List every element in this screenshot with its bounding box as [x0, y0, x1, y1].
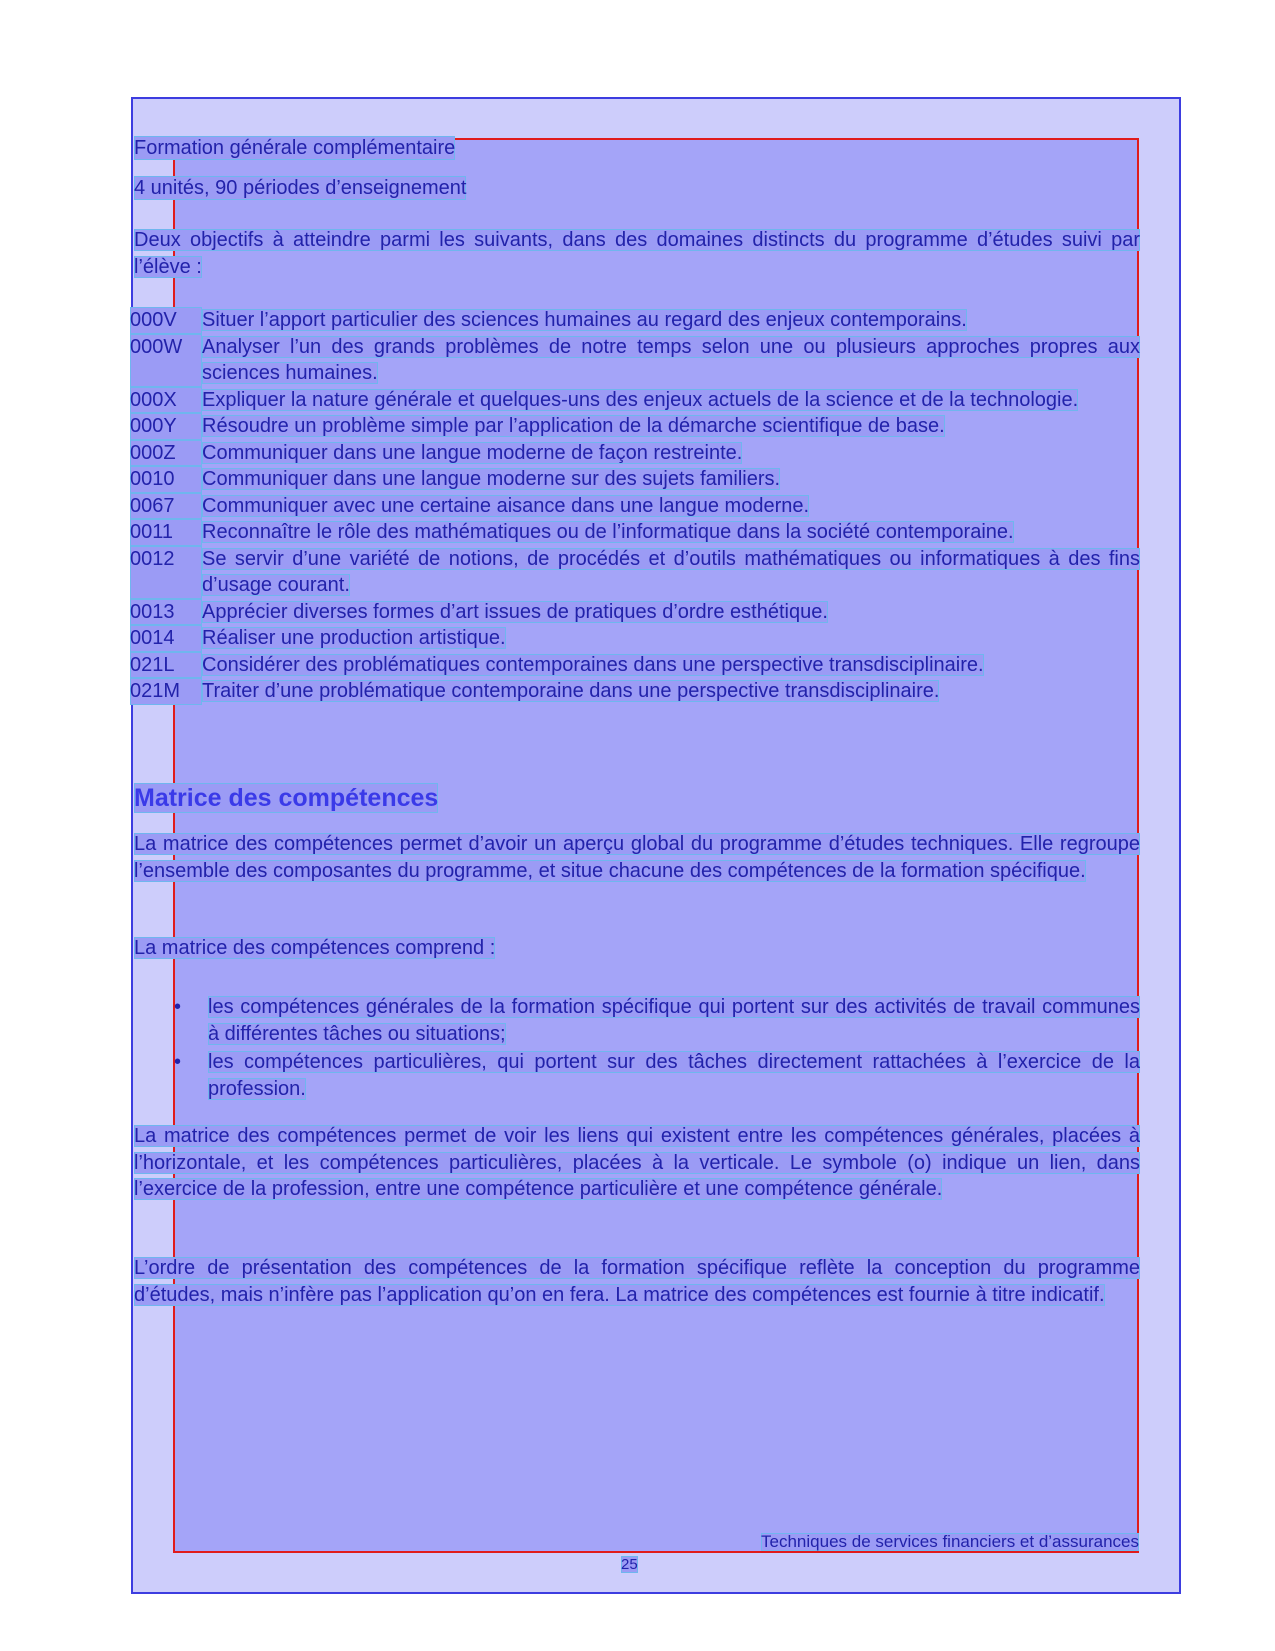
objective-item: [130, 519, 1140, 546]
objective-item: [130, 466, 1140, 493]
objective-text: Résoudre un problème simple par l’application de la démarche scientifique de base.: [202, 415, 945, 437]
bullet-symbol: •: [174, 1051, 182, 1073]
intro-text: Deux objectifs à atteindre parmi les suivants, dans des domaines distincts du programme d’études suivi par l’élève :: [134, 229, 1140, 278]
objective-item: [130, 493, 1140, 520]
objective-item: [130, 387, 1140, 414]
objective-text: Communiquer avec une certaine aisance dans une langue moderne.: [202, 494, 810, 517]
objective-item: [130, 307, 1140, 334]
objective-text: Communiquer dans une langue moderne de façon restreinte.: [202, 441, 743, 464]
matrice-paragraph-2-text: La matrice des compétences comprend :: [134, 937, 496, 959]
page-number: 25: [621, 1556, 638, 1573]
units-line: 4 unités, 90 périodes d’enseignement: [134, 177, 467, 199]
matrice-paragraph-1-text: La matrice des compétences permet d’avoir un aperçu global du programme d’études techniques. Elle regroupe l’ensemble des composantes du programme, et situe chacune des compétences de la formation spécifique.: [134, 833, 1140, 882]
objective-item: [130, 678, 1140, 705]
bullet-item: [134, 994, 1140, 1047]
objective-code: 000X: [130, 387, 202, 414]
objective-item: [130, 599, 1140, 626]
section-heading-formation: Formation générale complémentaire: [134, 137, 456, 159]
objective-item: [130, 652, 1140, 679]
objective-code: 0011: [130, 519, 202, 546]
objective-code: 021L: [130, 652, 202, 679]
objective-item: [130, 440, 1140, 467]
objective-code: 0013: [130, 599, 202, 626]
objective-text: Considérer des problématiques contemporaines dans une perspective transdisciplinaire.: [202, 653, 984, 676]
matrice-paragraph-2: [134, 935, 1140, 962]
objective-code: 0012: [130, 546, 202, 599]
objective-text: Situer l’apport particulier des sciences humaines au regard des enjeux contemporains.: [202, 309, 967, 331]
objective-code: 0010: [130, 466, 202, 493]
objective-code: 000W: [130, 334, 202, 387]
intro-paragraph: [134, 227, 1140, 280]
bullet-symbol: •: [174, 996, 182, 1018]
objective-item: [130, 625, 1140, 652]
matrice-paragraph-3-text: La matrice des compétences permet de voir les liens qui existent entre les compétences générales, placées à l’horizontale, et les compétences particulières, placées à la verticale. Le symbole (o) indique un lien, dans l’exercice de la profession, entre une compétence particulière et une compétence générale.: [134, 1125, 1140, 1200]
objective-text: Réaliser une production artistique.: [202, 627, 506, 649]
bullet-text: les compétences générales de la formation spécifique qui portent sur des activités de travail communes à différentes tâches ou situations;: [208, 996, 1140, 1045]
objective-text: Communiquer dans une langue moderne sur des sujets familiers.: [202, 468, 781, 490]
matrice-paragraph-4: [134, 1255, 1140, 1308]
section-heading-matrice: Matrice des compétences: [134, 784, 439, 812]
objective-text: Analyser l’un des grands problèmes de notre temps selon une ou plusieurs approches propres aux sciences humaines.: [202, 335, 1140, 384]
objective-code: 0067: [130, 493, 202, 520]
objective-code: 000Y: [130, 413, 202, 440]
objective-item: [130, 334, 1140, 387]
objectives-list: [130, 307, 1140, 705]
matrice-paragraph-3: [134, 1123, 1140, 1203]
objective-text: Apprécier diverses formes d’art issues de pratiques d’ordre esthétique.: [202, 600, 828, 623]
objective-text: Expliquer la nature générale et quelques-uns des enjeux actuels de la science et de la technologie.: [202, 388, 1079, 411]
objective-text: Traiter d’une problématique contemporaine dans une perspective transdisciplinaire.: [202, 680, 940, 702]
objective-code: 000V: [130, 307, 202, 334]
objective-text: Reconnaître le rôle des mathématiques ou de l’informatique dans la société contemporaine.: [202, 521, 1014, 543]
objective-item: [130, 546, 1140, 599]
footer-program-name: Techniques de services financiers et d’assurances: [761, 1532, 1139, 1551]
matrice-paragraph-4-text: L’ordre de présentation des compétences de la formation spécifique reflète la conception du programme d’études, mais n’infère pas l’application qu’on en fera. La matrice des compétences est fournie à titre indicatif.: [134, 1257, 1140, 1306]
objective-code: 000Z: [130, 440, 202, 467]
objective-item: [130, 413, 1140, 440]
competences-bullet-list: [134, 994, 1140, 1104]
bullet-item: [134, 1049, 1140, 1102]
bullet-text: les compétences particulières, qui portent sur des tâches directement rattachées à l’exercice de la profession.: [208, 1051, 1140, 1100]
matrice-paragraph-1: [134, 831, 1140, 884]
objective-code: 0014: [130, 625, 202, 652]
objective-text: Se servir d’une variété de notions, de procédés et d’outils mathématiques ou informatiques à des fins d’usage courant.: [202, 547, 1140, 596]
objective-code: 021M: [130, 678, 202, 705]
